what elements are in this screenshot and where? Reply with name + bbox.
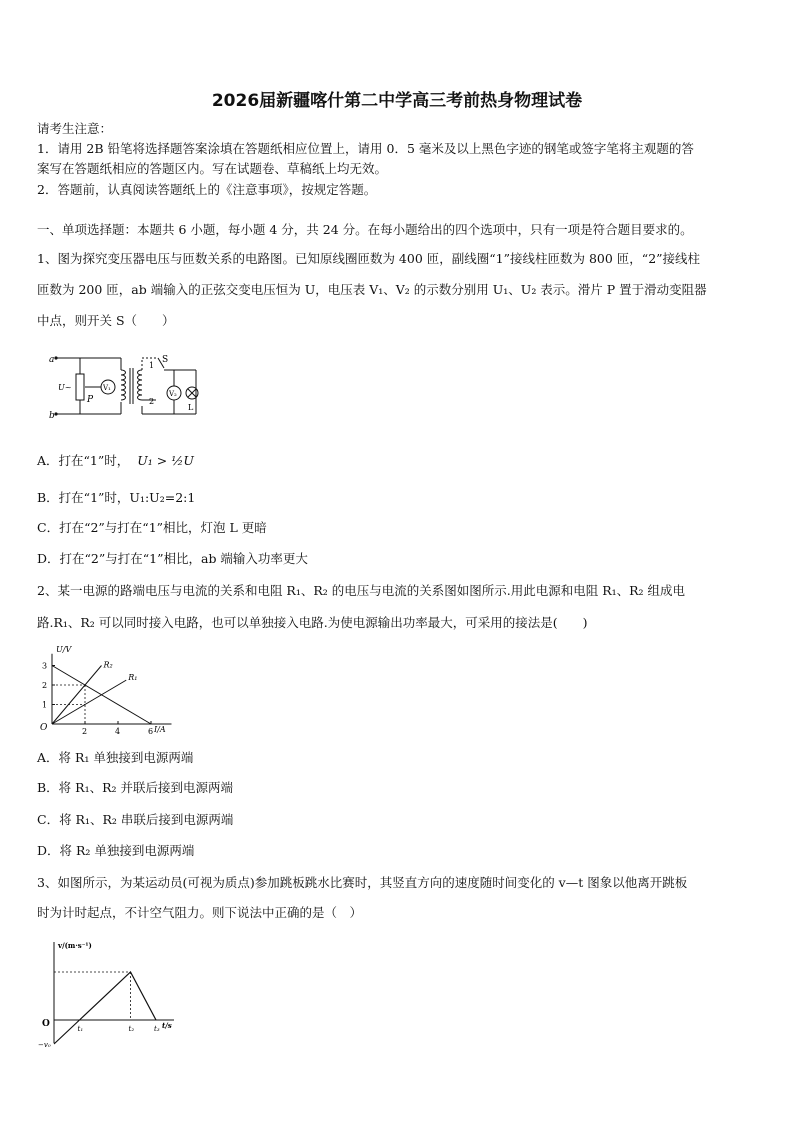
q2-y-axis-label: U/V [56,645,72,654]
q2-series-label: R₂ [103,660,113,670]
q2-x-tick-label: 6 [148,727,154,736]
q3-y-axis-label: v/(m·s⁻¹) [58,941,92,950]
q1-option-a-formula: U₁ > ½U [137,453,194,468]
q3-vt-graph [36,938,186,1048]
q3-x-tick-label: t₁ [77,1025,84,1033]
q1-circuit-diagram [46,352,206,422]
notice-item-1-line-2: 案写在答题纸相应的答题区内。写在试题卷、草稿纸上均无效。 [37,161,388,176]
q1-option-d: D．打在“2”与打在“1”相比，ab 端输入功率更大 [37,551,308,566]
q2-stem-line-1: 2、某一电源的路端电压与电流的关系和电阻 R₁、R₂ 的电压与电流的关系图如图所示.用此电源和电阻 R₁、R₂ 组成电 [37,583,686,598]
q1-option-a-prefix: A．打在“1”时， [37,453,130,468]
q1-label-p: P [87,395,94,405]
notice-item-2: 2．答题前，认真阅读答题纸上的《注意事项》，按规定答题。 [37,182,377,197]
q2-option-c: C．将 R₁、R₂ 串联后接到电源两端 [37,812,234,827]
notice-heading: 请考生注意： [37,121,113,136]
q3-y-tick-label: −v₀ [38,1041,51,1048]
q3-x-tick-label: t₃ [154,1025,160,1033]
q1-stem-line-3: 中点，则开关 S（ ） [37,313,175,328]
q2-x-tick-label: 2 [82,727,88,736]
q2-option-a: A．将 R₁ 单独接到电源两端 [37,750,194,765]
q3-stem-line-2: 时为计时起点，不计空气阻力。则下说法中正确的是（ ） [37,905,363,920]
q1-label-v2: V₂ [169,390,177,398]
q1-option-a [37,452,194,470]
q1-label-b: b [49,411,55,421]
q2-y-tick-label: 1 [42,700,48,710]
q2-series-line [52,680,126,724]
q1-label-v1: V₁ [103,384,111,392]
q2-option-b: B．将 R₁、R₂ 并联后接到电源两端 [37,780,233,795]
q2-y-tick-label: 2 [42,681,48,690]
q2-x-axis-label: I/A [154,725,166,734]
q2-option-d: D．将 R₂ 单独接到电源两端 [37,843,195,858]
q2-series-line [52,666,102,725]
q2-ui-graph [36,642,176,740]
q1-label-a: a [49,355,55,365]
q2-y-tick-label: 3 [42,661,48,671]
q2-series-label: R₁ [128,673,138,683]
q1-label-l: L [188,403,194,412]
notice-item-1-line-1: 1．请用 2B 铅笔将选择题答案涂填在答题纸相应位置上，请用 0．5 毫米及以上黑色字迹的钢笔或签字笔将主观题的答 [37,141,694,156]
q1-label-s: S [162,355,169,365]
q2-x-tick-label: 4 [115,727,121,736]
q1-option-b: B．打在“1”时，U₁:U₂=2:1 [37,490,196,505]
q2-origin-label: O [40,723,48,733]
q1-option-c: C．打在“2”与打在“1”相比，灯泡 L 更暗 [37,520,267,535]
q3-origin-label: O [42,1019,50,1029]
q3-x-tick-label: t₂ [128,1025,135,1033]
q1-label-terminal-2: 2 [149,397,155,406]
q1-label-terminal-1: 1 [149,361,155,370]
q2-stem-line-2: 路.R₁、R₂ 可以同时接入电路，也可以单独接入电路.为使电源输出功率最大，可采用的接法是( ) [37,615,588,630]
q3-stem-line-1: 3、如图所示，为某运动员(可视为质点)参加跳板跳水比赛时，其竖直方向的速度随时间变化的 v—t 图象以他离开跳板 [37,875,688,890]
q1-label-u: U~ [58,383,72,392]
section-1-heading: 一、单项选择题：本题共 6 小题，每小题 4 分，共 24 分。在每小题给出的四个选项中，只有一项是符合题目要求的。 [37,222,693,237]
q1-stem-line-2: 匝数为 200 匝，ab 端输入的正弦交变电压恒为 U，电压表 V₁、V₂ 的示数分别用 U₁、U₂ 表示。滑片 P 置于滑动变阻器 [37,282,707,297]
page-title: 2026届新疆喀什第二中学高三考前热身物理试卷 [211,91,583,111]
q3-x-axis-label: t/s [162,1021,172,1030]
q1-stem-line-1: 1、图为探究变压器电压与匝数关系的电路图。已知原线圈匝数为 400 匝，副线圈“1”接线柱匝数为 800 匝，“2”接线柱 [37,251,701,266]
q3-series-line [54,972,156,1044]
